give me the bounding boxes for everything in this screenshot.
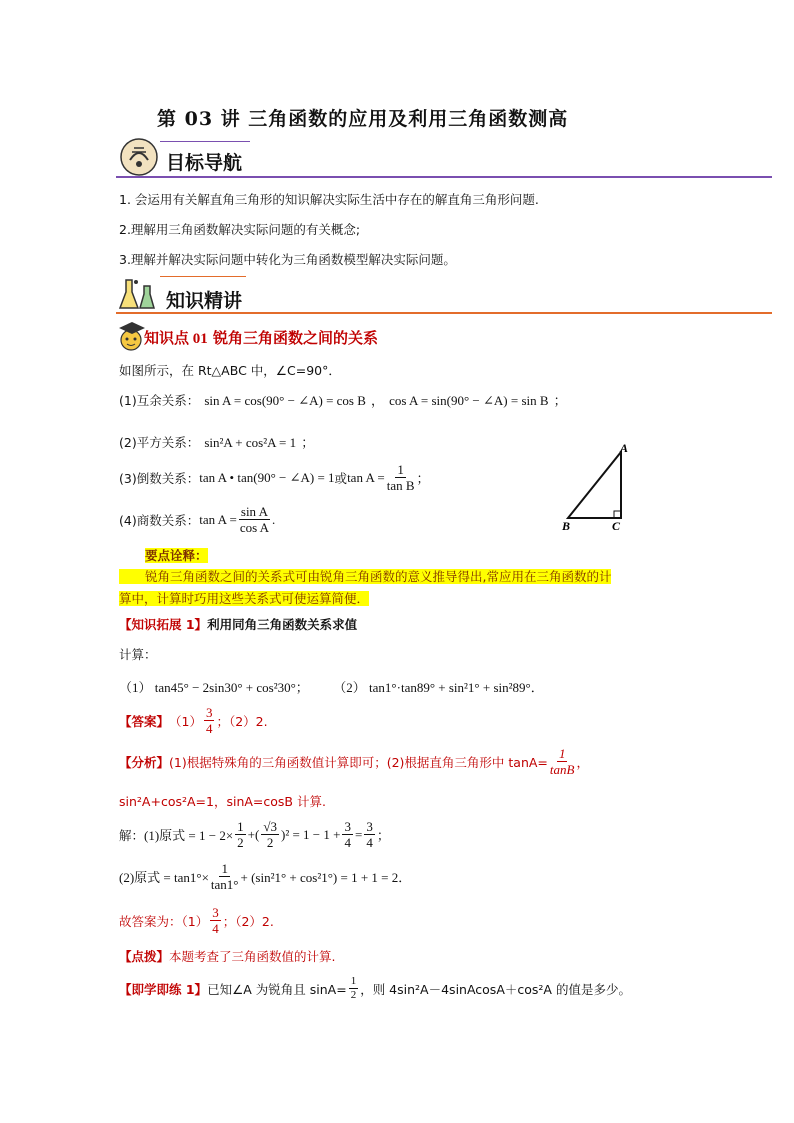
answer-part-1: （1） [169, 713, 202, 729]
analysis-end: ， [576, 754, 589, 770]
answer-denominator: 4 [205, 721, 213, 736]
answer-line [119, 706, 268, 735]
calc-problem [119, 677, 544, 696]
objective-1: 1. 会运用有关解直角三角形的知识解决实际生活中存在的解直角三角形问题. [119, 192, 539, 207]
objective-2: 2.理解用三角函数解决实际问题的有关概念; [119, 222, 361, 237]
solution-1-frac-4-den: 4 [366, 835, 373, 850]
analysis-line-1 [119, 747, 589, 776]
solution-1-frac-2-den: 2 [266, 835, 274, 850]
relation-1-sep: ， [371, 393, 385, 408]
relation-3-or: 或 [334, 470, 348, 486]
practice-text-b: ，则 4sin²A－4sinAcosA＋cos²A 的值是多少。 [360, 981, 631, 997]
relation-1-label: (1)互余关系： [119, 393, 200, 408]
knowledge-point-heading [144, 327, 378, 348]
answer-part-2: ；（2）2. [216, 713, 268, 729]
solution-1-frac-2 [261, 820, 279, 849]
note-line-1-text: 锐角三角函数之间的关系式可由锐角三角函数的意义推导得出,常应用在三角函数的计 [119, 569, 611, 584]
analysis-fraction [550, 747, 575, 776]
note-title-text: 要点诠释： [145, 548, 208, 563]
tip-label: 【点拨】 [119, 949, 170, 964]
calc-part-2: （2） tan1°·tan89° + sin²1° + sin²89°． [333, 680, 544, 695]
calc-label: 计算： [119, 647, 157, 662]
final-denominator: 4 [212, 921, 219, 936]
tip-line [119, 947, 336, 965]
final-answer-line [119, 906, 274, 935]
relation-1 [119, 390, 567, 409]
relation-3-formula-1: tan A • tan(90° − ∠A) = 1 [199, 469, 335, 485]
relation-3-numerator: 1 [397, 462, 404, 477]
relation-3 [119, 463, 430, 492]
solution-2-frac-num: 1 [221, 861, 228, 876]
relation-4-end: . [271, 511, 276, 527]
relation-4 [119, 505, 275, 534]
relation-4-formula: tan A = [199, 511, 237, 527]
relation-2-formula: sin²A + cos²A = 1 [204, 435, 297, 450]
practice-denominator: 2 [350, 989, 357, 1001]
final-numerator: 3 [212, 905, 219, 920]
solution-line-1 [119, 820, 390, 849]
solution-1-c: )² = 1 − 1 + [280, 826, 341, 842]
relation-4-denominator: cos A [239, 520, 270, 535]
answer-fraction [204, 706, 215, 735]
analysis-label: 【分析】 [119, 754, 170, 770]
section2-rule-top [160, 276, 246, 277]
extension-bracket: 【知识拓展 1】 [119, 617, 208, 632]
solution-2-a: (2)原式 = tan1°× [119, 870, 209, 885]
target-nav-icon [118, 136, 160, 178]
relation-3-denominator: tan B [386, 478, 415, 493]
solution-2-frac [211, 862, 239, 891]
solution-1-frac-1-num: 1 [237, 819, 244, 834]
knowledge-point-prefix: 知识点 01 [144, 331, 208, 347]
practice-fraction [349, 976, 359, 1001]
practice-line [119, 976, 631, 1001]
note-line-2-text: 算中，计算时巧用这些关系式可使运算简便． [119, 591, 370, 606]
solution-label: 解： [119, 827, 145, 843]
practice-numerator: 1 [350, 975, 357, 987]
intro-text: 如图所示，在 Rt△ABC 中，∠C=90°． [119, 363, 341, 378]
answer-label: 【答案】 [119, 713, 170, 729]
relation-1-formula-1: sin A = cos(90° − ∠A) = cos B [204, 393, 366, 408]
objective-3: 3.理解并解决实际问题中转化为三角函数模型解决实际问题。 [119, 252, 456, 267]
section-title-knowledge: 知识精讲 [166, 290, 243, 312]
practice-label: 【即学即练 1】 [119, 981, 208, 997]
vertex-a-label: A [620, 441, 629, 455]
relation-1-end: ； [553, 393, 567, 408]
final-label: 故答案为：（1） [119, 913, 209, 929]
solution-1-b: +( [247, 826, 260, 842]
practice-text-a: 已知∠A 为锐角且 sinA= [207, 981, 347, 997]
extension-title: 利用同角三角函数关系求值 [207, 617, 358, 632]
solution-1-frac-1 [235, 820, 246, 849]
note-line-2 [119, 589, 369, 607]
solution-2-frac-den: tan1° [210, 877, 239, 892]
graduate-icon [118, 320, 146, 352]
relation-2-label: (2)平方关系： [119, 435, 200, 450]
section1-rule [116, 176, 772, 178]
solution-1-frac-3 [342, 820, 353, 849]
relation-4-fraction [239, 505, 270, 534]
solution-1-frac-3-num: 3 [344, 819, 351, 834]
extension-heading [119, 615, 357, 633]
solution-line-2 [119, 862, 411, 891]
vertex-c-label: C [612, 519, 621, 533]
relation-1-formula-2: cos A = sin(90° − ∠A) = sin B [389, 393, 549, 408]
section-title-target: 目标导航 [166, 152, 243, 174]
relation-3-fraction [387, 463, 415, 492]
solution-1-e: ； [376, 828, 390, 843]
analysis-line-2: sin²A+cos²A=1，sinA=cosB 计算. [119, 794, 326, 809]
analysis-numerator: 1 [558, 746, 566, 761]
vertex-b-label: B [562, 519, 571, 533]
final-end: ；（2）2. [222, 913, 274, 929]
solution-1-frac-1-den: 2 [237, 835, 244, 850]
note-title [145, 546, 208, 564]
triangle-figure [556, 440, 636, 536]
section1-rule-top [160, 141, 250, 142]
relation-3-end: ； [416, 471, 430, 486]
solution-1-frac-4-num: 3 [366, 819, 373, 834]
answer-numerator: 3 [205, 705, 213, 720]
solution-1-d: = [354, 826, 363, 842]
relation-4-label: (4)商数关系： [119, 512, 200, 528]
knowledge-point-title: 锐角三角函数之间的关系 [213, 329, 379, 347]
solution-1-frac-2-num: √3 [263, 819, 277, 834]
analysis-denominator: tanB [549, 762, 575, 777]
final-fraction [210, 906, 221, 935]
solution-1-frac-3-den: 4 [344, 835, 351, 850]
relation-4-numerator: sin A [240, 504, 268, 519]
page-title: 第 03 讲 三角函数的应用及利用三角函数测高 [157, 108, 569, 130]
note-line-1 [119, 567, 611, 585]
relation-3-formula-2: tan A = [347, 469, 385, 485]
flask-icon [118, 276, 160, 312]
solution-1-frac-4 [364, 820, 375, 849]
relation-3-label: (3)倒数关系： [119, 470, 200, 486]
calc-part-1: （1） tan45° − 2sin30° + cos²30°； [119, 680, 309, 695]
relation-2 [119, 432, 314, 451]
section2-rule [116, 312, 772, 314]
solution-1-a: (1)原式 = 1 − 2× [144, 828, 234, 843]
analysis-text: (1)根据特殊角的三角函数值计算即可；(2)根据直角三角形中 tanA= [169, 754, 548, 770]
solution-2-b: + (sin²1° + cos²1°) = 1 + 1 = 2． [240, 870, 412, 885]
tip-text: 本题考查了三角函数值的计算. [169, 949, 336, 964]
relation-2-end: ； [301, 435, 315, 450]
